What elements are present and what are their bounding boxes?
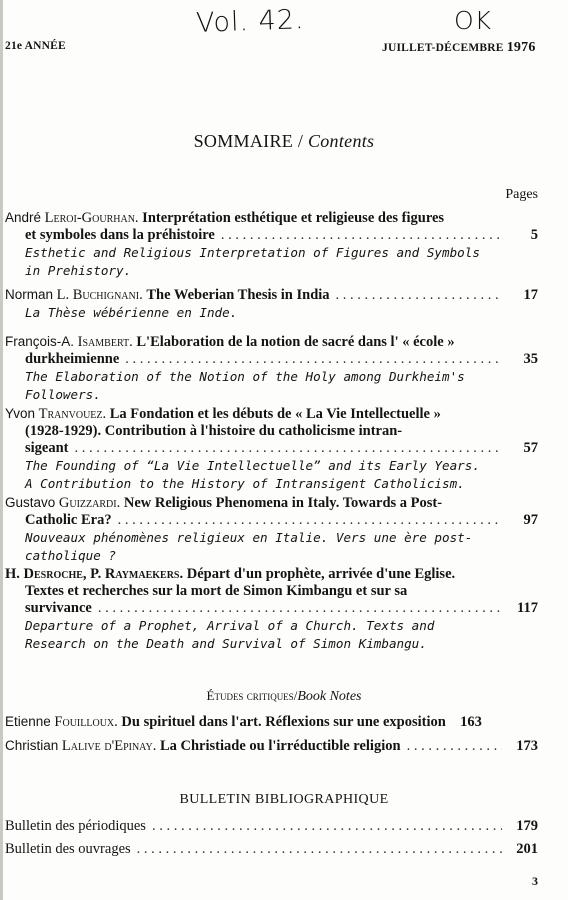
bulletin-entry[interactable] — [5, 841, 538, 858]
article-title-line: survivance — [25, 600, 92, 616]
toc-entry[interactable] — [5, 333, 538, 403]
leader-dots — [221, 227, 502, 244]
translation-line: Followers. — [25, 386, 101, 402]
article-title-line: New Religious Phenomena in Italy. Towards a Post- — [123, 495, 443, 511]
running-header-year-value: 1976 — [506, 40, 536, 55]
translation-line: Research on the Death and Survival of Simon Kimbangu. — [25, 635, 427, 651]
bulletin-heading: BULLETIN BIBLIOGRAPHIQUE — [179, 792, 389, 807]
running-header-months: JUILLET-DÉCEMBRE — [382, 42, 504, 54]
page-number: 173 — [516, 738, 538, 754]
article-title-line: et symboles dans la préhistoire — [25, 227, 215, 243]
toc-entry[interactable] — [5, 286, 538, 322]
translation-line: The Founding of “La Vie Intellectuelle” and its Early Years. — [25, 458, 480, 473]
bulletin-label: Bulletin des périodiques — [5, 818, 146, 834]
translation-line: Departure of a Prophet, Arrival of a Church. Texts and — [25, 618, 435, 633]
page-number: 179 — [516, 818, 538, 834]
author-first-name: André — [5, 210, 42, 225]
author-last-name: Guizzardi. — [58, 495, 121, 511]
bulletin-label: Bulletin des ouvrages — [5, 841, 131, 857]
author-first-name: Etienne — [5, 714, 51, 729]
running-header-date — [382, 40, 536, 56]
author-last-name: L. Buchignani. — [56, 287, 143, 303]
leader-dots — [137, 841, 502, 858]
article-title-line: Catholic Era? — [25, 512, 112, 528]
author-first-name: Gustavo — [5, 495, 56, 510]
title-main: SOMMAIRE — [193, 131, 294, 151]
note-title: La Christiade ou l'irréductible religion — [159, 738, 401, 754]
toc-entry[interactable] — [5, 494, 538, 564]
book-notes-label-en: Book Notes — [297, 689, 362, 704]
translation-line: Esthetic and Religious Interpretation of Figures and Symbols — [25, 245, 480, 260]
author-last-name: Fouilloux. — [54, 714, 118, 730]
handwritten-ok-note: OK — [454, 6, 493, 35]
author-last-name: Isambert. — [77, 334, 133, 350]
title-sub: Contents — [307, 131, 375, 151]
author-first-name: Yvon — [5, 406, 36, 421]
article-title-line: durkheimienne — [25, 351, 120, 367]
page-number: 97 — [523, 512, 538, 528]
page-number: 5 — [530, 227, 538, 243]
page-number: 117 — [517, 600, 538, 616]
folio-page-number: 3 — [532, 874, 538, 888]
leader-dots — [407, 738, 502, 755]
article-title-line: L'Elaboration de la notion de sacré dans l' « école » — [136, 334, 455, 350]
page-number: 201 — [516, 841, 538, 857]
title-separator: / — [293, 131, 308, 151]
author-last-name: Leroi-Gourhan. — [44, 210, 139, 226]
page-number: 17 — [523, 287, 538, 303]
article-title-line: sigeant — [25, 440, 69, 456]
translation-line: A Contribution to the History of Intransigent Catholicism. — [25, 475, 465, 491]
book-notes-separator: / — [293, 688, 298, 703]
running-header-year: 21e ANNÉE — [5, 40, 66, 52]
author-last-name: Tranvouez. — [38, 406, 107, 422]
author-first-name: Norman — [5, 287, 54, 302]
leader-dots — [336, 287, 502, 304]
translation-line: The Elaboration of the Notion of the Holy among Durkheim's — [25, 369, 465, 384]
leader-dots — [152, 818, 502, 835]
pages-column-label: Pages — [505, 187, 538, 202]
book-notes-heading — [0, 688, 568, 705]
author-first-name: H. — [5, 566, 20, 582]
book-note-entry[interactable] — [5, 713, 538, 731]
article-title-line: Interprétation esthétique et religieuse des figures — [142, 210, 445, 226]
leader-dots — [118, 512, 502, 529]
author-first-name: François-A. — [5, 334, 75, 349]
translation-line: in Prehistory. — [25, 262, 132, 278]
translation-line: catholique ? — [25, 547, 116, 563]
author-last-name: Desroche, P. Raymaekers. — [23, 566, 184, 582]
translation-line: La Thèse wébérienne en Inde. — [25, 305, 238, 320]
page-number: 163 — [460, 714, 482, 730]
translation-line: Nouveaux phénomènes religieux en Italie. Vers une ère post- — [25, 530, 473, 545]
book-note-entry[interactable] — [5, 737, 538, 755]
article-title-line: Textes et recherches sur la mort de Simon Kimbangu et sur sa — [25, 583, 408, 599]
bulletin-entry[interactable] — [5, 818, 538, 835]
toc-entry[interactable] — [5, 566, 538, 652]
book-notes-label: Études critiques — [206, 688, 294, 703]
author-last-name: Lalive d'Epinay. — [61, 738, 157, 754]
page-number: 57 — [523, 440, 538, 456]
handwritten-volume-note: Vol. 42. — [195, 4, 306, 39]
page-title — [0, 131, 568, 152]
author-first-name: Christian — [5, 738, 59, 753]
article-title-line: La Fondation et les débuts de « La Vie Intellectuelle » — [109, 406, 441, 422]
toc-entry[interactable] — [5, 405, 538, 492]
leader-dots — [125, 351, 502, 368]
page-number: 35 — [523, 351, 538, 367]
note-title: Du spirituel dans l'art. Réflexions sur une exposition — [121, 714, 446, 730]
article-title-line: The Weberian Thesis in India — [146, 287, 330, 303]
toc-entry[interactable] — [5, 209, 538, 279]
leader-dots — [75, 440, 503, 457]
article-title-line: Départ d'un prophète, arrivée d'une Eglise. — [186, 566, 456, 582]
leader-dots — [98, 600, 502, 617]
article-title-line: (1928-1929). Contribution à l'histoire du catholicisme intran- — [25, 423, 403, 439]
